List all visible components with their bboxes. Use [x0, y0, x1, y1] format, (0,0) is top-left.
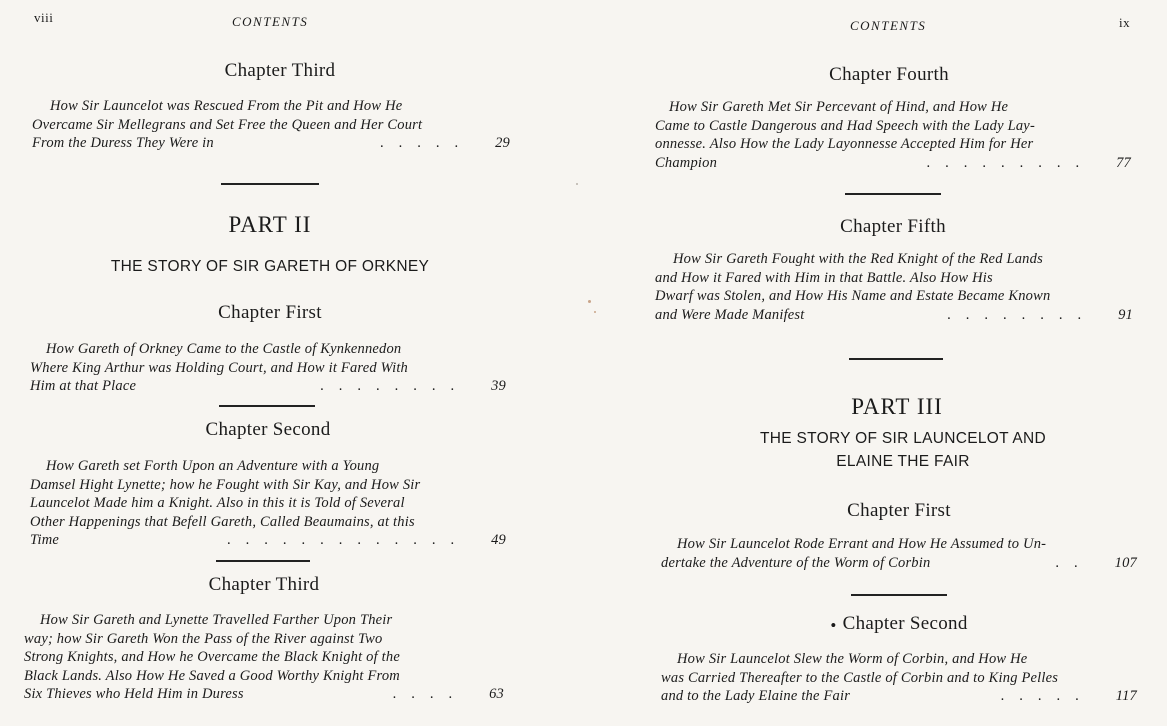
leader-dots: .... — [392, 686, 468, 702]
toc-entry — [661, 535, 1137, 572]
running-header: CONTENTS — [232, 14, 309, 29]
page-ref: 107 — [1114, 554, 1137, 571]
entry-line: Overcame Sir Mellegrans and Set Free the Queen and Her Court — [32, 116, 423, 133]
toc-entry — [661, 650, 1137, 706]
entry-line: How Sir Gareth and Lynette Travelled Farther Upon Their — [40, 612, 393, 628]
entry-last-line — [661, 554, 1137, 573]
page-number: viii — [34, 10, 54, 25]
leader-dots: ..... — [1000, 688, 1094, 704]
entry-line: and to the Lady Elaine the Fair — [661, 688, 851, 704]
part-title: PART III — [851, 394, 943, 419]
entry-last-line — [30, 377, 506, 396]
entry-line: Time — [30, 532, 59, 548]
entry-line: was Carried Thereafter to the Castle of Corbin and to King Pelles — [661, 669, 1059, 686]
divider — [845, 193, 941, 195]
divider — [216, 560, 310, 562]
entry-line: Damsel Hight Lynette; how he Fought with Sir Kay, and How Sir — [30, 476, 421, 493]
entry-line: How Sir Gareth Fought with the Red Knight of the Red Lands — [673, 251, 1043, 267]
divider — [221, 183, 319, 185]
entry-line: and Were Made Manifest — [655, 306, 805, 323]
chapter-title: Chapter Second — [205, 419, 331, 440]
page-ref: 117 — [1115, 688, 1137, 704]
chapter-title — [739, 613, 1059, 635]
entry-last-line — [655, 154, 1131, 173]
entry-line: Came to Castle Dangerous and Had Speech with the Lady Lay- — [655, 117, 1035, 134]
chapter-title: Chapter Third — [224, 60, 336, 81]
page-ref: 29 — [495, 135, 510, 151]
entry-last-line — [32, 134, 510, 153]
entry-last-line — [30, 531, 506, 550]
part-title: PART II — [228, 212, 312, 237]
leader-dots: ..... — [379, 135, 474, 151]
entry-line: Strong Knights, and How he Overcame the Black Knight of the — [24, 649, 400, 665]
stray-mark: • — [830, 616, 837, 635]
divider — [219, 405, 315, 407]
leader-dots: .. — [1055, 554, 1093, 571]
entry-last-line — [661, 687, 1137, 706]
entry-line: How Sir Gareth Met Sir Percevant of Hind, and How He — [669, 99, 1009, 115]
toc-entry — [32, 97, 510, 153]
chapter-title-text: Chapter Second — [842, 613, 968, 634]
toc-entry — [24, 611, 504, 704]
leader-dots: ........ — [320, 378, 470, 394]
chapter-title: Chapter First — [218, 302, 322, 323]
page-ref: 91 — [1118, 306, 1133, 323]
left-page — [0, 0, 583, 726]
chapter-title: Chapter Fourth — [829, 64, 949, 85]
entry-line: Launcelot Made him a Knight. Also in this it is Told of Several — [30, 495, 405, 511]
page-ref: 63 — [489, 686, 504, 702]
story-title-line: ELAINE THE FAIR — [836, 453, 970, 470]
page-ref: 49 — [491, 532, 506, 548]
divider — [851, 594, 947, 596]
entry-line: How Sir Launcelot Rode Errant and How He Assumed to Un- — [677, 536, 1047, 552]
entry-line: How Gareth set Forth Upon an Adventure with a Young — [46, 458, 380, 474]
entry-line: How Gareth of Orkney Came to the Castle of Kynkennedon — [46, 341, 402, 357]
chapter-title: Chapter Third — [208, 574, 320, 595]
entry-line: Six Thieves who Held Him in Duress — [24, 686, 244, 702]
story-title-line: THE STORY OF SIR LAUNCELOT AND — [759, 430, 1047, 447]
entry-line: Dwarf was Stolen, and How His Name and Estate Became Known — [655, 288, 1051, 304]
toc-entry — [30, 457, 506, 550]
entry-line: Black Lands. Also How He Saved a Good Worthy Knight From — [24, 667, 400, 684]
entry-line: Him at that Place — [30, 378, 137, 394]
entry-line: Where King Arthur was Holding Court, and How it Fared With — [30, 359, 409, 376]
entry-line: way; how Sir Gareth Won the Pass of the River against Two — [24, 630, 383, 647]
story-title: THE STORY OF SIR GARETH OF ORKNEY — [110, 258, 430, 275]
page-ref: 39 — [491, 378, 506, 394]
entry-line: dertake the Adventure of the Worm of Corbin — [661, 554, 931, 571]
leader-dots: ......... — [926, 154, 1095, 171]
toc-entry — [655, 250, 1133, 324]
chapter-title: Chapter Fifth — [840, 216, 946, 237]
entry-line: From the Duress They Were in — [32, 135, 214, 151]
divider — [849, 358, 943, 360]
entry-last-line — [655, 306, 1133, 325]
toc-entry — [655, 98, 1131, 172]
story-title — [673, 427, 1133, 473]
leader-dots: ........ — [947, 306, 1097, 323]
entry-line: Champion — [655, 154, 718, 171]
leader-dots: ............. — [226, 532, 470, 548]
page-ref: 77 — [1116, 154, 1131, 171]
chapter-title: Chapter First — [847, 500, 951, 521]
right-page — [583, 0, 1167, 726]
paper-speck — [576, 183, 578, 185]
entry-line: onnesse. Also How the Lady Layonnesse Accepted Him for Her — [655, 136, 1034, 152]
entry-last-line — [24, 685, 504, 704]
entry-line: How Sir Launcelot was Rescued From the Pit and How He — [50, 98, 403, 114]
running-header: CONTENTS — [850, 18, 927, 33]
entry-line: and How it Fared with Him in that Battle. Also How His — [655, 269, 993, 286]
page-number: ix — [1119, 15, 1131, 30]
toc-entry — [30, 340, 506, 396]
entry-line: How Sir Launcelot Slew the Worm of Corbin, and How He — [677, 651, 1028, 667]
entry-line: Other Happenings that Befell Gareth, Called Beaumains, at this — [30, 513, 415, 530]
